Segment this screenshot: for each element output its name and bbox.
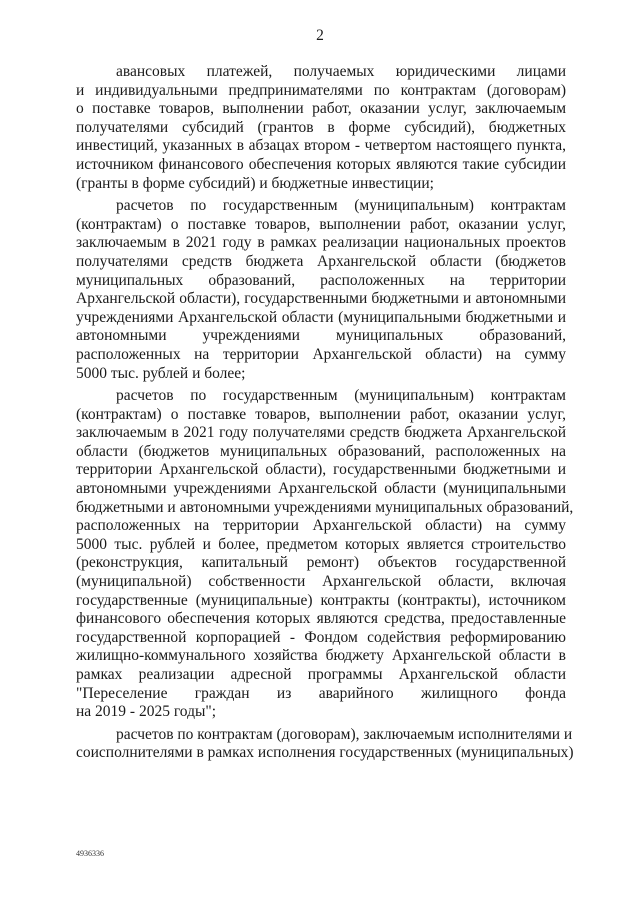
page-number: 2 (316, 27, 324, 44)
text-line: финансового обеспечения которых являются средства, предоставленные (76, 610, 566, 628)
text-line: расчетов по контрактам (договорам), заключаемым исполнителями и (116, 725, 573, 743)
text-line: соисполнителями в рамках исполнения государственных (муниципальных) (76, 744, 574, 762)
text-line: (реконструкция, капитальный ремонт) объектов государственной (76, 554, 566, 572)
text-line: бюджетными и автономными учреждениями муниципальных образований, (76, 498, 574, 516)
text-line: о поставке товаров, выполнении работ, оказании услуг, заключаемым (76, 100, 566, 118)
text-line: заключаемым в 2021 году получателями средств бюджета Архангельской (76, 424, 566, 442)
text-line: заключаемым в 2021 году в рамках реализации национальных проектов (76, 234, 566, 252)
document-body (76, 63, 574, 767)
text-line: расположенных на территории Архангельской области) на сумму (76, 345, 566, 363)
text-line: учреждениями Архангельской области (муниципальными бюджетными и (76, 308, 566, 326)
text-line: государственные (муниципальные) контракты (контракты), источником (76, 591, 566, 609)
paragraph (76, 725, 574, 763)
text-line: государственной корпорацией - Фондом содействия реформированию (76, 628, 566, 646)
text-line: 5000 тыс. рублей и более, предметом которых является строительство (76, 535, 566, 553)
text-line: инвестиций, указанных в абзацах втором - четвертом настоящего пункта, (76, 137, 566, 155)
text-line: получателями средств бюджета Архангельской области (бюджетов (76, 252, 566, 270)
text-line: жилищно-коммунального хозяйства бюджету Архангельской области в (76, 647, 566, 665)
text-line: "Переселение граждан из аварийного жилищного фонда (76, 684, 566, 702)
paragraph (76, 197, 566, 383)
text-line: расчетов по государственным (муниципальным) контрактам (116, 197, 566, 215)
paragraph (76, 63, 566, 193)
paragraph (76, 387, 574, 722)
text-line: автономными учреждениями муниципальных образований, (76, 327, 566, 345)
text-line: (контрактам) о поставке товаров, выполнении работ, оказании услуг, (76, 215, 566, 233)
text-line: на 2019 - 2025 годы"; (76, 703, 217, 721)
text-line: получателями субсидий (грантов в форме субсидий), бюджетных (76, 118, 566, 136)
text-line: и индивидуальными предпринимателями по контрактам (договорам) (76, 81, 566, 99)
document-code: 4936336 (76, 849, 104, 858)
text-line: области (бюджетов муниципальных образований, расположенных на (76, 442, 566, 460)
text-line: рамках реализации адресной программы Архангельской области (76, 666, 566, 683)
text-line: муниципальных образований, расположенных на территории (76, 271, 566, 289)
text-line: (гранты в форме субсидий) и бюджетные инвестиции; (76, 174, 434, 192)
text-line: расчетов по государственным (муниципальным) контрактам (116, 387, 566, 405)
text-line: 5000 тыс. рублей и более; (76, 364, 246, 382)
text-line: автономными учреждениями Архангельской области (муниципальными (76, 480, 566, 498)
text-line: территории Архангельской области), государственными бюджетными и (76, 461, 566, 479)
text-line: Архангельской области), государственными бюджетными и автономными (76, 290, 566, 308)
text-line: источником финансового обеспечения которых являются такие субсидии (76, 155, 566, 173)
text-line: (муниципальной) собственности Архангельской области, включая (76, 573, 566, 591)
text-line: (контрактам) о поставке товаров, выполнении работ, оказании услуг, (76, 405, 566, 423)
text-line: расположенных на территории Архангельской области) на сумму (76, 517, 566, 535)
text-line: авансовых платежей, получаемых юридическими лицами (116, 63, 566, 80)
